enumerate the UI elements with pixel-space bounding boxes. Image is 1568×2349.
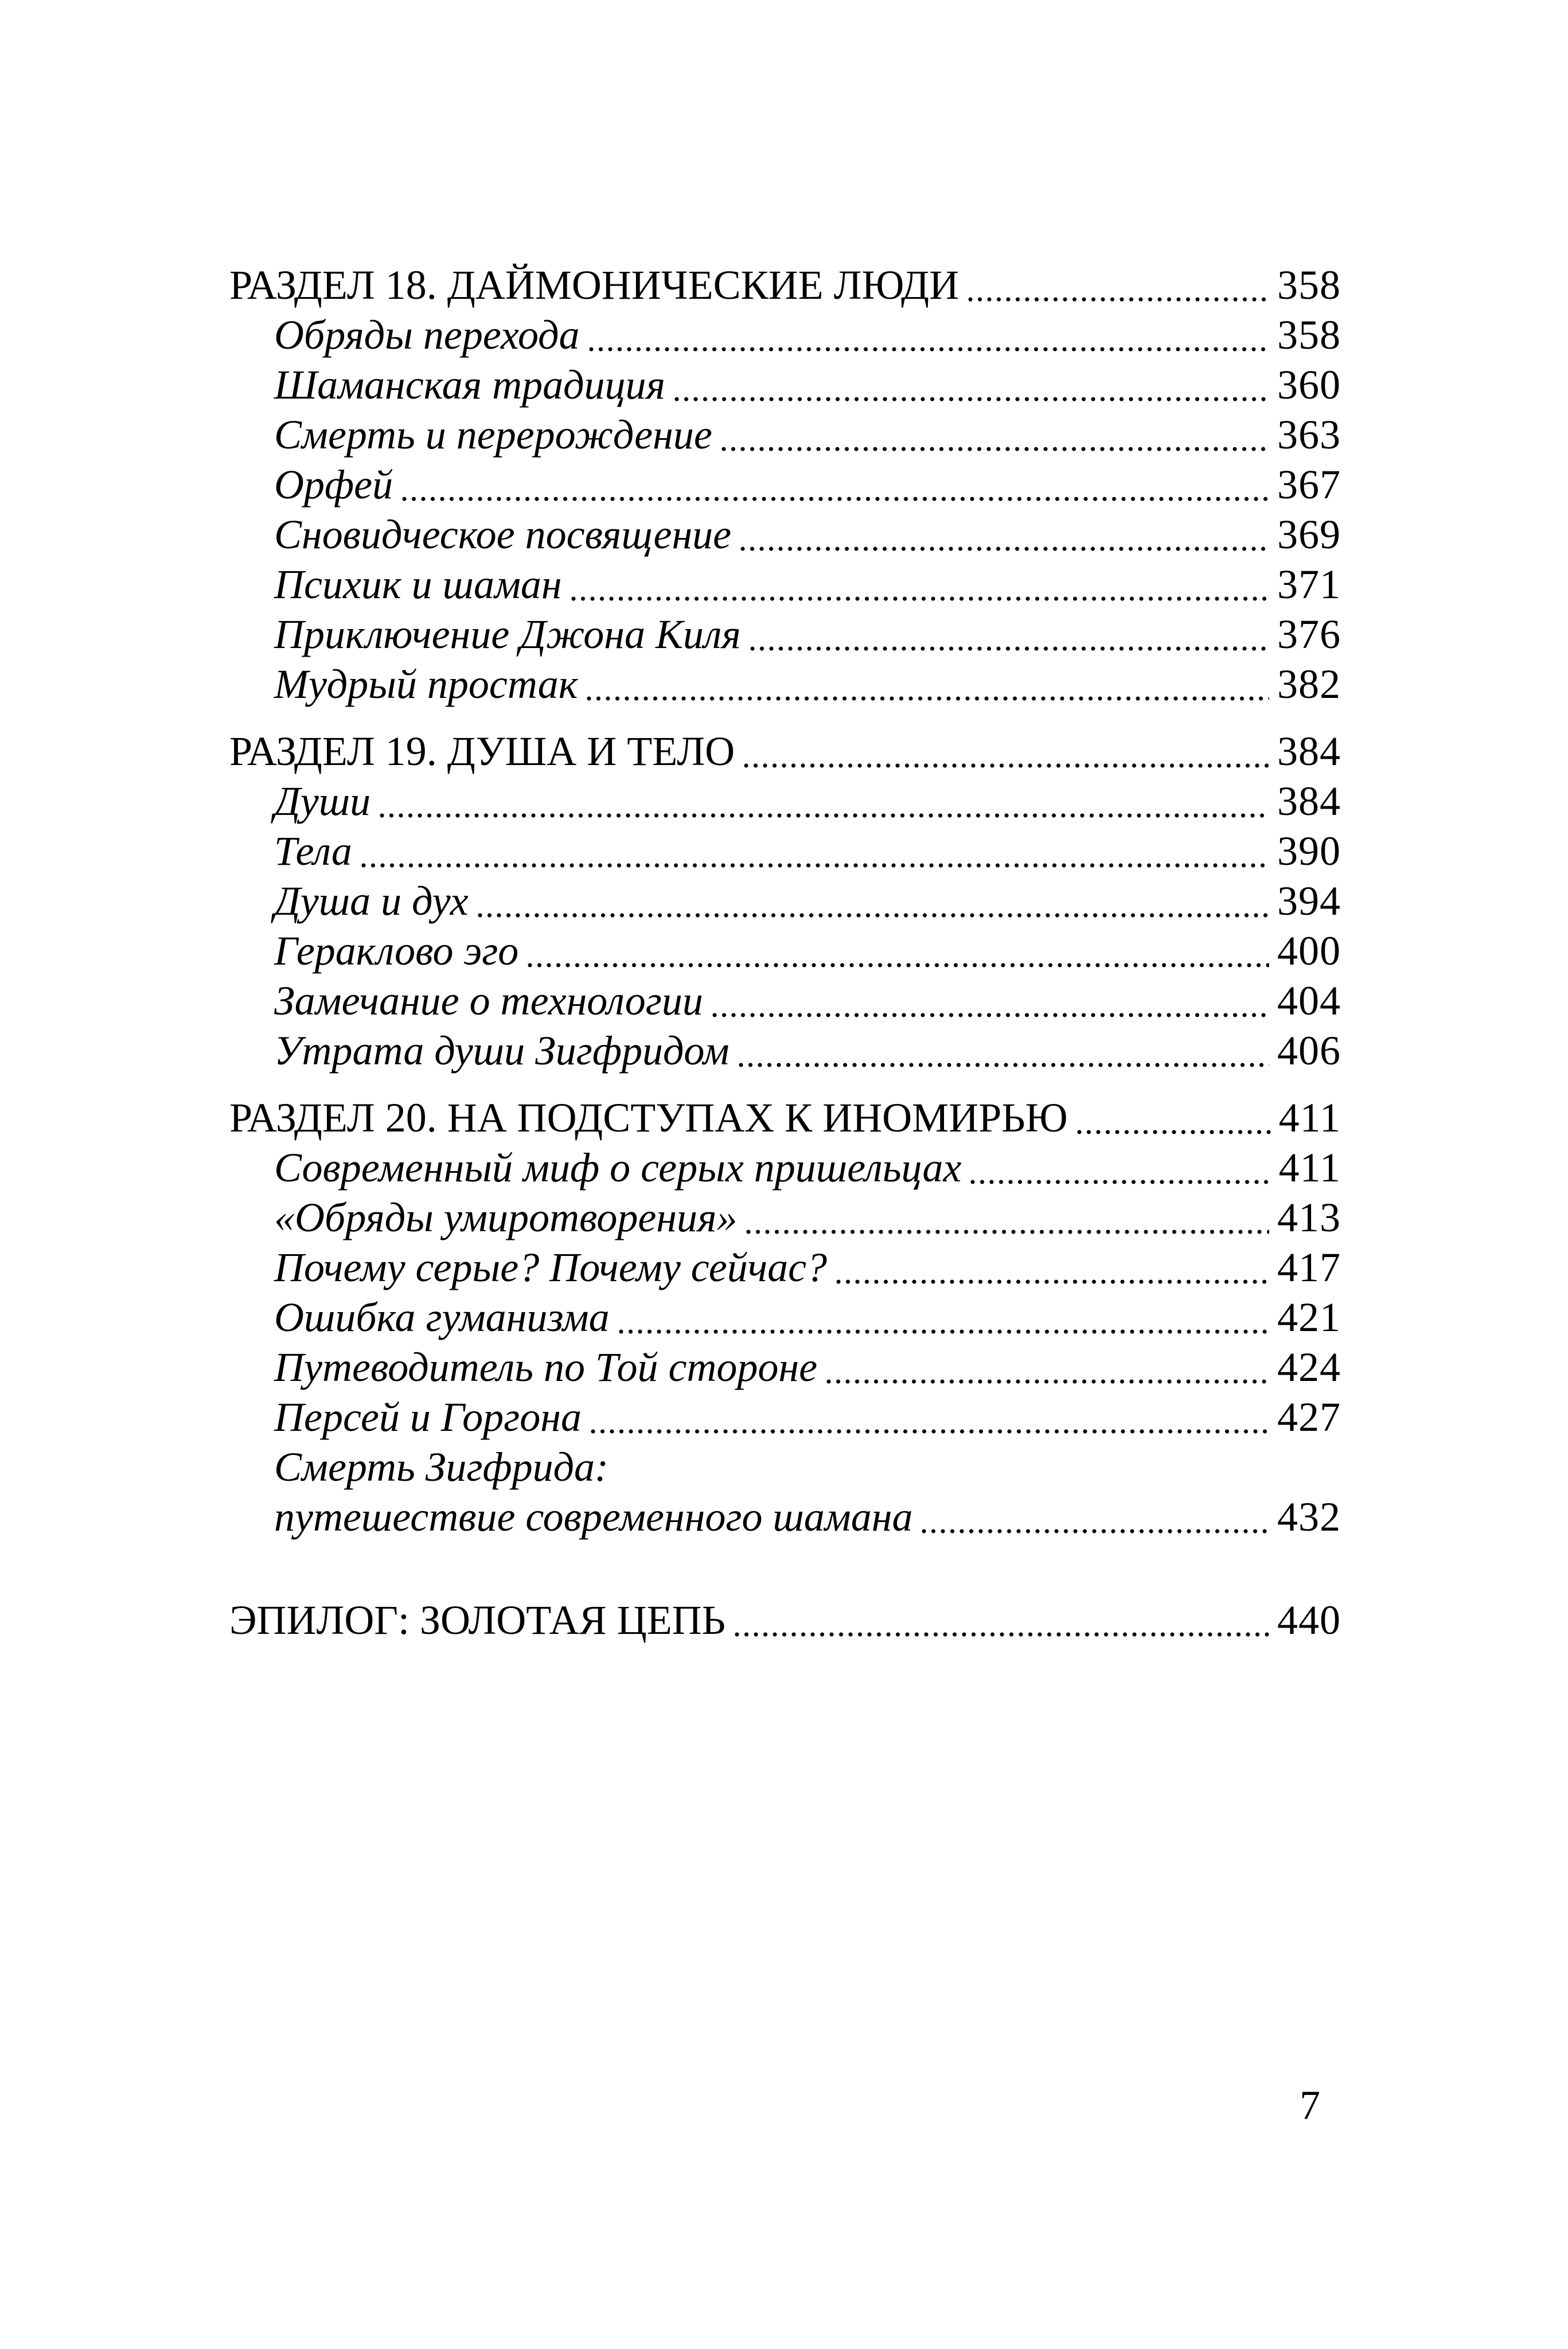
toc-entry-row	[274, 976, 1341, 1026]
toc-entry-page: 394	[1277, 878, 1341, 924]
toc-entry-title: ЭПИЛОГ: ЗОЛОТАЯ ЦЕПЬ	[229, 1597, 726, 1643]
dot-leader	[970, 1179, 1270, 1185]
dot-leader	[571, 595, 1269, 602]
toc-entry-page: 432	[1277, 1494, 1341, 1540]
toc-entry-title: РАЗДЕЛ 18. ДАЙМОНИЧЕСКИЕ ЛЮДИ	[229, 262, 959, 308]
toc-entry-title: Мудрый простак	[274, 661, 578, 707]
toc-entry-row	[274, 660, 1341, 709]
toc-entry-title: РАЗДЕЛ 19. ДУША И ТЕЛО	[229, 728, 735, 774]
toc-entry-page: 404	[1277, 978, 1341, 1024]
dot-leader	[380, 812, 1269, 819]
toc-entry-page: 369	[1277, 512, 1341, 557]
dot-leader	[528, 962, 1269, 969]
toc-entry-title: Приключение Джона Киля	[274, 611, 741, 657]
dot-leader	[750, 645, 1269, 652]
toc-entry-page: 413	[1277, 1195, 1341, 1240]
toc-entry-title: Обряды перехода	[274, 312, 580, 358]
toc-entry-row	[274, 777, 1341, 826]
toc-entry-row	[274, 1193, 1341, 1243]
toc-entry-row	[274, 1343, 1341, 1392]
dot-leader	[361, 862, 1269, 869]
toc-entry-page: 417	[1277, 1244, 1341, 1290]
toc-section-row	[229, 727, 1341, 777]
dot-leader	[1077, 1129, 1271, 1136]
toc-entry-page: 358	[1277, 262, 1341, 308]
dot-leader	[746, 1228, 1269, 1235]
table-of-contents	[229, 260, 1341, 1645]
dot-leader	[744, 762, 1269, 769]
dot-leader	[826, 1378, 1269, 1385]
toc-entry-page: 384	[1277, 728, 1341, 774]
dot-leader	[619, 1328, 1269, 1335]
toc-entry-title: Сновидческое посвящение	[274, 512, 732, 557]
toc-entry-page: 367	[1277, 462, 1341, 508]
toc-entry-page: 411	[1278, 1095, 1341, 1141]
toc-entry-title: Утрата души Зигфридом	[274, 1028, 730, 1074]
toc-entry-title: РАЗДЕЛ 20. НА ПОДСТУПАХ К ИНОМИРЬЮ	[229, 1095, 1068, 1141]
toc-entry-page: 371	[1277, 561, 1341, 607]
dot-leader	[712, 1012, 1269, 1019]
toc-entry-title: Орфей	[274, 462, 393, 508]
toc-entry-row	[274, 876, 1341, 926]
dot-leader	[735, 1631, 1269, 1638]
toc-entry-page: 421	[1277, 1294, 1341, 1340]
toc-entry-row	[274, 826, 1341, 876]
dot-leader	[587, 695, 1269, 702]
dot-leader	[402, 495, 1269, 502]
toc-entry-row	[274, 1026, 1341, 1076]
toc-entry-title: Персей и Горгона	[274, 1394, 582, 1440]
toc-entry-title: Души	[274, 778, 371, 824]
toc-entry-row	[274, 460, 1341, 510]
toc-entry-row	[274, 560, 1341, 610]
dot-leader	[721, 446, 1269, 452]
page-number: 7	[1300, 2082, 1320, 2128]
toc-entry-row	[274, 1243, 1341, 1293]
toc-entry-page: 358	[1277, 312, 1341, 358]
toc-entry-page: 411	[1278, 1145, 1341, 1191]
toc-entry-row	[274, 1293, 1341, 1343]
toc-entry-title: Душа и дух	[274, 878, 469, 924]
toc-entry-page: 427	[1277, 1394, 1341, 1440]
toc-entry-page: 390	[1277, 828, 1341, 874]
toc-entry-row	[274, 610, 1341, 660]
toc-entry-title: Смерть и перерождение	[274, 412, 712, 458]
toc-entry-page: 400	[1277, 928, 1341, 974]
toc-entry-page: 406	[1277, 1028, 1341, 1074]
toc-entry-page: 376	[1277, 611, 1341, 657]
toc-entry-row	[274, 410, 1341, 460]
toc-entry-title: Современный миф о серых пришельцах	[274, 1145, 962, 1191]
toc-entry-title: Гераклово эго	[274, 928, 519, 974]
dot-leader	[591, 1428, 1269, 1435]
toc-entry-page: 363	[1277, 412, 1341, 458]
toc-section-row	[229, 260, 1341, 310]
toc-epilog-row	[229, 1595, 1341, 1645]
dot-leader	[922, 1528, 1269, 1535]
toc-entry-title: Психик и шаман	[274, 561, 562, 607]
toc-entry-title: Ошибка гуманизма	[274, 1294, 610, 1340]
dot-leader	[674, 396, 1269, 403]
toc-entry-page: 424	[1277, 1344, 1341, 1390]
toc-entry-title: Тела	[274, 828, 352, 874]
toc-entry-row	[274, 926, 1341, 976]
toc-entry-page: 360	[1277, 362, 1341, 408]
toc-entry-row	[274, 310, 1341, 360]
toc-entry-title: путешествие современного шамана	[274, 1494, 913, 1540]
toc-entry-row	[274, 1492, 1341, 1542]
dot-leader	[968, 296, 1269, 303]
toc-entry-row	[274, 1143, 1341, 1193]
toc-entry-title: Путеводитель по Той стороне	[274, 1344, 818, 1390]
toc-entry-page: 440	[1277, 1597, 1341, 1643]
toc-entry-page: 382	[1277, 661, 1341, 707]
toc-entry-row	[274, 1442, 1341, 1492]
toc-entry-page: 384	[1277, 778, 1341, 824]
toc-entry-title: Шаманская традиция	[274, 362, 665, 408]
dot-leader	[740, 545, 1269, 552]
dot-leader	[739, 1062, 1269, 1068]
toc-entry-title: Почему серые? Почему сейчас?	[274, 1244, 828, 1290]
toc-entry-title: Смерть Зигфрида:	[274, 1444, 609, 1490]
toc-entry-row	[274, 360, 1341, 410]
toc-entry-title: «Обряды умиротворения»	[274, 1195, 738, 1240]
dot-leader	[478, 912, 1269, 919]
dot-leader	[836, 1278, 1269, 1285]
toc-entry-title: Замечание о технологии	[274, 978, 703, 1024]
dot-leader	[589, 346, 1269, 353]
toc-entry-row	[274, 1392, 1341, 1442]
toc-section-row	[229, 1093, 1341, 1143]
toc-entry-row	[274, 510, 1341, 560]
